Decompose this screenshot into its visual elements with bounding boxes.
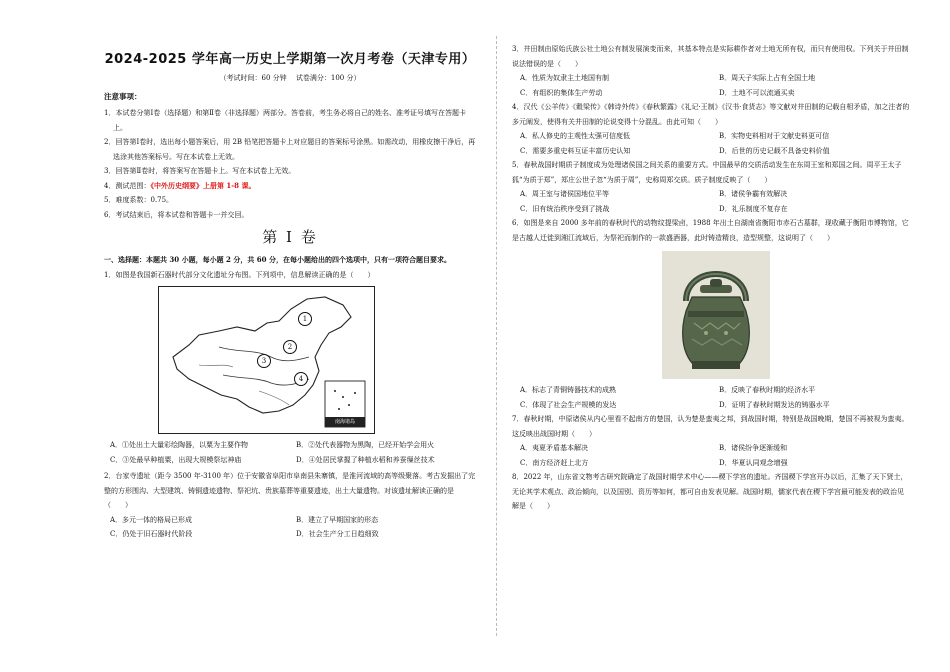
notice-item: 6．考试结束后，将本试卷和答题卡一并交回。 bbox=[104, 210, 249, 219]
option-c[interactable]: C．仍处于旧石器时代阶段 bbox=[110, 530, 193, 538]
option-d[interactable]: D．土地不可以流通买卖 bbox=[719, 88, 795, 97]
notice-item: 3．回答第Ⅱ卷时，将答案写在答题卡上。写在本试卷上无效。 bbox=[104, 167, 296, 175]
question-2-options bbox=[104, 513, 476, 542]
question-6-stem: 6．如图是来自 2000 多年前的春秋时代的动物纹提梁卣，1988 年出土自湖南省衡阳市赤石古墓群，现收藏于衡阳市博物馆，它是古越人迁徙到湘江流域后，为祭祀而制作的一款盛酒器，此时铸造精良，造型规整，这说明了（ ） bbox=[512, 219, 909, 242]
left-column bbox=[104, 40, 476, 542]
option-b[interactable]: B．诸侯纷争逐渐缓和 bbox=[719, 444, 788, 452]
option-a[interactable]: A．多元一体的格局已形成 bbox=[110, 515, 193, 524]
exam-meta: （考试时间：60 分钟 试卷满分：100 分） bbox=[219, 74, 361, 82]
option-d[interactable]: D．④处居民掌握了种植水稻和养蚕缫丝技术 bbox=[296, 455, 435, 464]
option-c[interactable]: C．需要多重史料互证丰富历史认知 bbox=[520, 146, 631, 155]
option-d[interactable]: D．礼乐制度不复存在 bbox=[719, 204, 788, 213]
bronze-vessel-photo bbox=[662, 251, 770, 379]
question-3-stem: 3．井田制由原始氏族公社土地公有制发展演变而来，其基本特点是实际耕作者对土地无所有权，而只有使用权。下列关于井田制说法错误的是（ ） bbox=[512, 45, 909, 68]
notice-heading: 注意事项： bbox=[104, 92, 142, 101]
notice-range-label: 4．测试范围： bbox=[104, 181, 151, 190]
notice-item: 2．回答第Ⅰ卷时，选出每小题答案后，用 2B 铅笔把答题卡上对应题目的答案标号涂黑。如需改动，用橡皮擦干净后，再选涂其他答案标号。写在本试卷上无效。 bbox=[104, 138, 476, 161]
exam-title: 2024-2025 学年高一历史上学期第一次月考卷（天津专用） bbox=[104, 52, 476, 67]
bronze-you-vessel-image bbox=[662, 251, 770, 379]
question-7-options bbox=[512, 441, 910, 470]
question-3-options bbox=[512, 71, 910, 100]
question-5-options bbox=[512, 187, 910, 216]
option-a[interactable]: A．性质为奴隶主土地国有制 bbox=[520, 74, 610, 82]
option-c[interactable]: C．有组织的集体生产劳动 bbox=[520, 88, 603, 97]
column-divider bbox=[496, 36, 497, 636]
question-2-stem: 2．台家寺遗址（距今 3500 年-3100 年）位于安徽省阜阳市阜南县朱寨镇，是淮河流域的高等级聚落。考古发掘出了完整的方形围沟、大型建筑、铸铜遗迹遗物、祭祀坑、贵族墓葬等重要遗迹，出土大量遗物。对该遗址解读正确的是（ ） bbox=[104, 472, 476, 509]
question-8-stem: 8．2022 年，山东省文物考古研究院确定了战国时期学术中心——稷下学宫的遗址。齐国稷下学宫开办以后，汇集了天下贤士，无论其学术观点、政治倾向，以及国别、资历等如何，都可自由发表见解。战国时期，儒家代表在稷下学宫最可能发表的政治见解是（ ） bbox=[512, 473, 908, 510]
option-c[interactable]: C．旧有统治秩序受到了挑战 bbox=[520, 204, 610, 213]
map-marker-1: 1 bbox=[298, 312, 312, 326]
option-b[interactable]: B．建立了早期国家的形态 bbox=[296, 515, 379, 524]
map-marker-3: 3 bbox=[257, 354, 271, 368]
question-4-options bbox=[512, 129, 910, 158]
option-c[interactable]: C．体现了社会生产规模的发达 bbox=[520, 400, 617, 409]
option-a[interactable]: A．①处出土大量彩绘陶器，以粟为主要作物 bbox=[110, 441, 249, 449]
neolithic-map-figure bbox=[158, 286, 375, 434]
option-b[interactable]: B．②处代表器物为黑陶，已经开始学会用火 bbox=[296, 441, 435, 449]
question-1-options bbox=[104, 438, 476, 467]
section-heading: 一、选择题：本题共 30 小题，每小题 2 分，共 60 分，在每小题给出的四个选项中，只有一项符合题目要求。 bbox=[104, 255, 451, 264]
option-a[interactable]: A．标志了青铜铸器技术的成熟 bbox=[520, 386, 617, 394]
option-c[interactable]: C．南方经济赶上北方 bbox=[520, 458, 589, 467]
option-d[interactable]: D．证明了春秋时期发达的铸器水平 bbox=[719, 400, 830, 409]
option-b[interactable]: B．实物史料相对于文献史料更可信 bbox=[719, 132, 830, 140]
option-d[interactable]: D．华夏认同观念增强 bbox=[719, 458, 788, 467]
option-a[interactable]: A．夷夏矛盾基本解决 bbox=[520, 444, 589, 452]
option-b[interactable]: B．反映了春秋时期的经济水平 bbox=[719, 386, 816, 394]
question-1-stem: 1．如图是我国新石器时代部分文化遗址分布图。下列项中，信息解读正确的是（ ） bbox=[104, 270, 375, 279]
notice-item bbox=[104, 179, 476, 194]
option-b[interactable]: B．诸侯争霸有效解决 bbox=[719, 190, 788, 198]
part-heading: 第 I 卷 bbox=[262, 228, 318, 246]
question-5-stem: 5．春秋战国时期质子制度成为处理诸侯国之间关系的重要方式。中国最早的交质活动发生在东周王室和郑国之间。周平王太子狐“为质于郑”，郑庄公世子忽“为质于周”，史称周郑交质。质子制度反映了（ ） bbox=[512, 161, 902, 184]
option-d[interactable]: D．社会生产分工日趋细致 bbox=[296, 530, 379, 538]
option-a[interactable]: A．私人修史的主观性太强可信度低 bbox=[520, 132, 631, 140]
inset-label: 南海诸岛 bbox=[334, 419, 355, 425]
notice-item: 5．难度系数：0.75。 bbox=[104, 196, 174, 204]
option-b[interactable]: B．周天子实际上占有全国土地 bbox=[719, 74, 816, 82]
question-6-options bbox=[512, 383, 910, 412]
option-a[interactable]: A．周王室与诸侯国地位平等 bbox=[520, 190, 610, 198]
map-marker-4: 4 bbox=[294, 372, 308, 386]
question-7-stem: 7．春秋时期，中原诸侯从内心里看不起南方的楚国，认为楚是蛮夷之邦，到战国时期，特别是战国晚期，楚国不再被视为蛮夷。这反映出战国时期（ ） bbox=[512, 415, 909, 438]
option-d[interactable]: D．后世的历史记载不具备史料价值 bbox=[719, 146, 830, 155]
notice-range-value: 《中外历史纲要》上册第 1-8 课。 bbox=[150, 180, 256, 190]
notice-item: 1．本试卷分第Ⅰ卷（选择题）和第Ⅱ卷（非选择题）两部分。答卷前，考生务必将自己的姓名、准考证号填写在答题卡上。 bbox=[104, 109, 466, 132]
map-marker-2: 2 bbox=[283, 340, 297, 354]
option-c[interactable]: C．③处最早种植粟，出现大规模祭坛神庙 bbox=[110, 455, 242, 464]
right-column bbox=[512, 42, 910, 514]
question-4-stem: 4．汉代《公羊传》《穀梁传》《韩诗外传》《春秋繁露》《礼记·王制》《汉书·食货志》等文献对井田制的记载自相矛盾，加之注者的多元阐发，使得有关井田制的论说变得十分混乱。由此可知（ ） bbox=[512, 103, 910, 126]
